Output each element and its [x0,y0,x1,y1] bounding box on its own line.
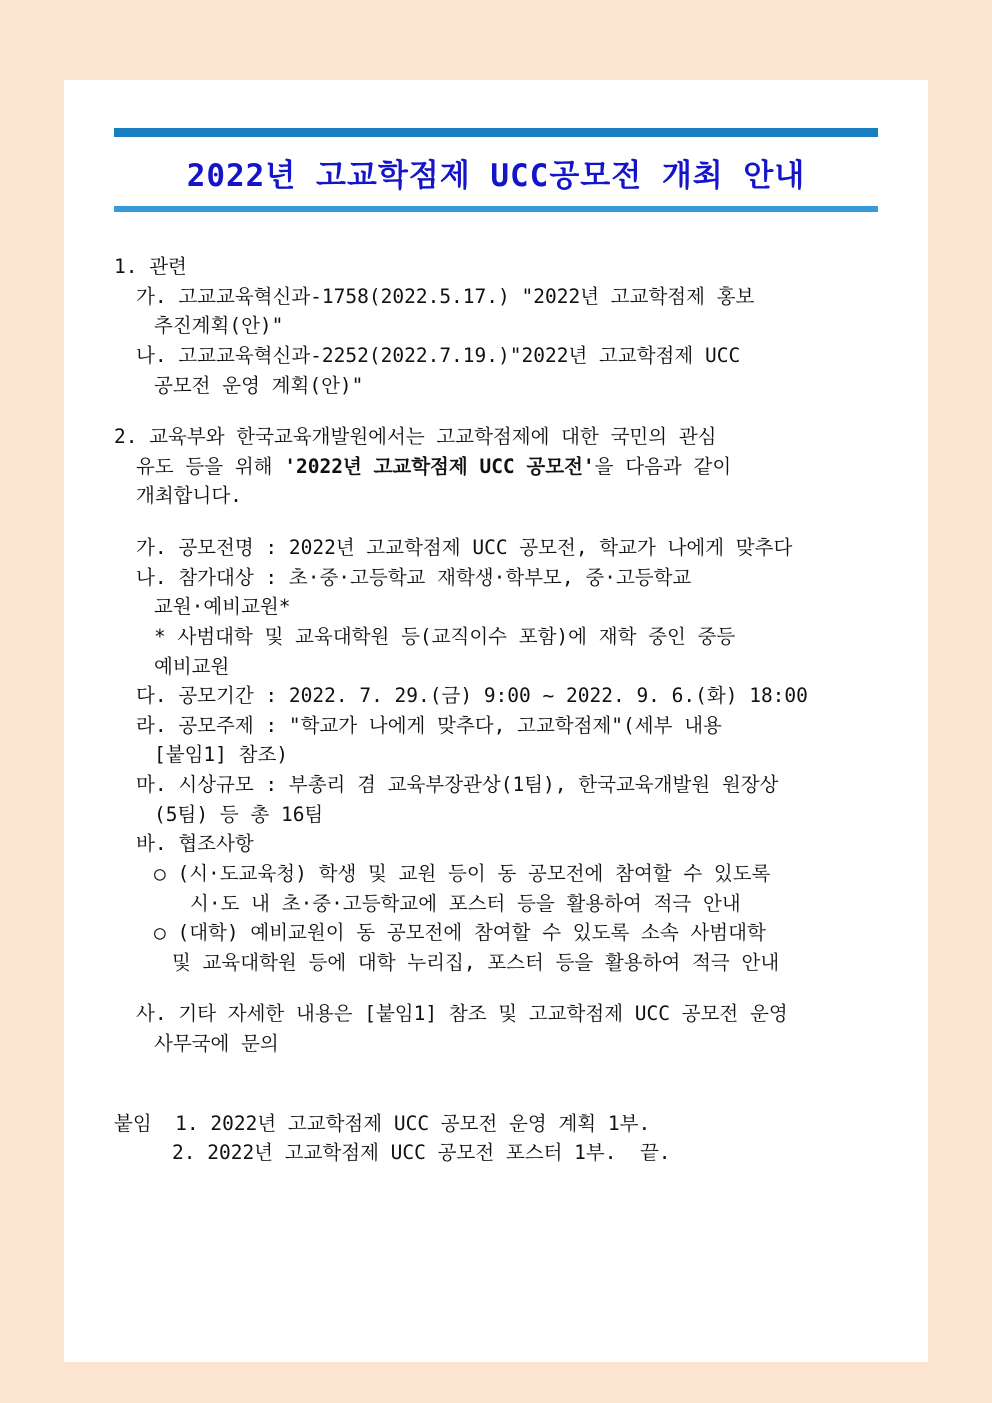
section-2-intro-line-1: 2. 교육부와 한국교육개발원에서는 고교학점제에 대한 국민의 관심 [114,425,717,449]
title-rule-bottom [114,206,878,212]
item-na-footnote: * 사범대학 및 교육대학원 등(교직이수 포함)에 재학 중인 중등 [154,624,736,648]
item-ba: 바. 협조사항 [136,832,254,856]
section-1-line-a-cont: 추진계획(안)" [154,314,284,338]
intro-suffix: 을 다음과 같이 [594,454,732,478]
item-na: 나. 참가대상 : 초·중·고등학교 재학생·학부모, 중·고등학교 [136,565,692,589]
item-na-footnote-cont: 예비교원 [154,654,230,678]
item-ma: 마. 시상규모 : 부총리 겸 교육부장관상(1팀), 한국교육개발원 원장상 [136,773,779,796]
section-1-heading: 1. 관련 [114,255,187,278]
item-ba-bullet-2: ○ (대학) 예비교원이 동 공모전에 참여할 수 있도록 소속 사범대학 [154,921,766,945]
intro-prefix: 유도 등을 위해 [136,454,285,478]
section-2-intro-line-2 [136,452,878,482]
section-1-line-b-cont: 공모전 운영 계획(안)" [154,373,364,397]
section-1-line-a: 가. 고교교육혁신과-1758(2022.5.17.) "2022년 고교학점제 홍보 [136,284,755,308]
document-body [114,252,878,1168]
attachment-label: 붙임 1. 2022년 고교학점제 UCC 공모전 운영 계획 1부. [114,1111,651,1135]
item-ra: 라. 공모주제 : "학교가 나에게 맞추다, 고교학점제"(세부 내용 [136,713,722,737]
spacer-after-intro [114,511,878,533]
item-ba-bullet-1-cont: 시·도 내 초·중·고등학교에 포스터 등을 활용하여 적극 안내 [190,891,741,915]
title-rule-top [114,128,878,137]
item-ma-cont: (5팀) 등 총 16팀 [154,802,324,826]
item-ba-bullet-2-cont: 및 교육대학원 등에 대학 누리집, 포스터 등을 활용하여 적극 안내 [172,950,780,974]
item-ba-bullet-1: ○ (시·도교육청) 학생 및 교원 등이 동 공모전에 참여할 수 있도록 [154,861,771,885]
page-title: 2022년 고교학점제 UCC공모전 개최 안내 [186,158,806,194]
item-sa-cont: 사무국에 문의 [154,1032,279,1055]
attachment-item-2: 2. 2022년 고교학점제 UCC 공모전 포스터 1부. 끝. [172,1141,671,1165]
item-sa: 사. 기타 자세한 내용은 [붙임1] 참조 및 고교학점제 UCC 공모전 운영 [136,1002,788,1026]
section-2-intro-line-3: 개최합니다. [136,484,242,508]
spacer-before-closing [114,977,878,999]
item-ga: 가. 공모전명 : 2022년 고교학점제 UCC 공모전, 학교가 나에게 맞추다 [136,536,793,559]
item-da: 다. 공모기간 : 2022. 7. 29.(금) 9:00 ~ 2022. 9. 6.(화) 18:00 [136,684,808,708]
spacer-after-section-1 [114,400,878,422]
item-na-cont: 교원·예비교원* [154,595,291,619]
intro-emphasis: '2022년 고교학점제 UCC 공모전' [284,454,595,478]
title-block [114,128,878,212]
document-page [64,80,928,1362]
item-ra-cont: [붙임1] 참조) [154,743,289,767]
spacer-before-attachments [114,1059,878,1109]
section-1-line-b: 나. 고교교육혁신과-2252(2022.7.19.)"2022년 고교학점제 UCC [136,343,741,367]
